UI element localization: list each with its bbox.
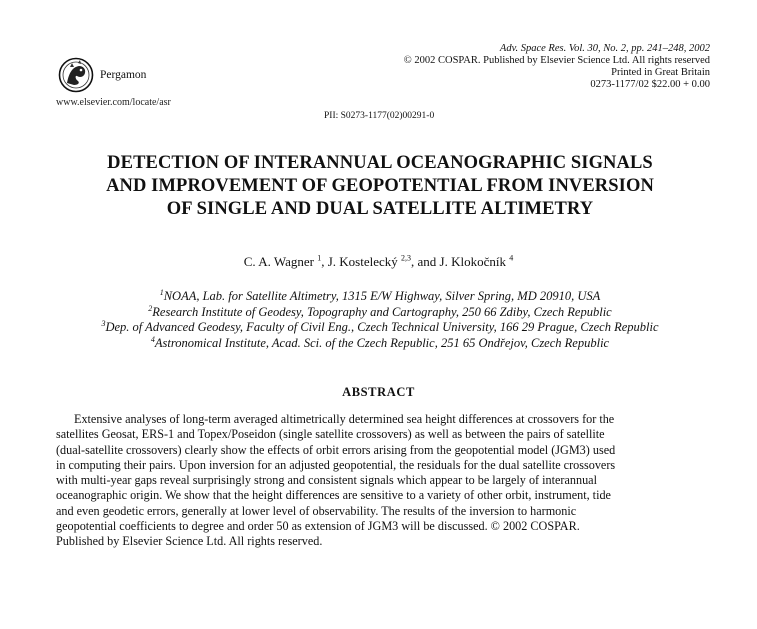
abstract-line: (dual-satellite crossovers) clearly show the effects of orbit errors arising from the geopotential model (JGM3) used [56,442,616,457]
author-affiliation-mark: 4 [509,253,514,263]
affiliation-text: NOAA, Lab. for Satellite Altimetry, 1315 E/W Highway, Silver Spring, MD 20910, USA [163,289,601,303]
affiliation-text: Research Institute of Geodesy, Topography and Cartography, 250 66 Zdiby, Czech Republic [152,304,612,319]
author-name: C. A. Wagner [243,254,314,269]
affiliation-list [40,289,720,351]
printed-line: Printed in Great Britain [611,67,710,78]
abstract-line: Extensive analyses of long-term averaged altimetrically determined sea height differences at crossovers for the [74,412,615,426]
abstract-line: and even geodetic errors, generally at lower level of observability. The results of the inversion to harmonic [56,503,577,518]
price-line: 0273-1177/02 $22.00 + 0.00 [590,79,710,90]
abstract-line: in computing their pairs. Upon inversion for an adjusted geopotential, the residuals for the dual satellite crossovers [56,457,616,472]
abstract-line: oceanographic origin. We show that the height differences are sensitive to a variety of other orbit, instrument, tide [56,488,611,503]
author-separator: , [321,254,328,269]
title-line: OF SINGLE AND DUAL SATELLITE ALTIMETRY [166,199,594,219]
affiliation-item [40,336,720,352]
affiliation-mark: 2 [148,303,153,313]
abstract-line: with multi-year gaps reveal surprisingly strong and consistent signals which appear to be largely of interannual [56,473,597,488]
author-affiliation-mark: 1 [317,253,322,263]
abstract-heading: ABSTRACT [342,385,415,399]
author-name: J. Kostelecký [327,254,398,269]
journal-citation: Adv. Space Res. Vol. 30, No. 2, pp. 241–248, 2002 [499,43,710,54]
affiliation-text: Astronomical Institute, Acad. Sci. of the Czech Republic, 251 65 Ondřejov, Czech Republic [154,335,610,350]
affiliation-text: Dep. of Advanced Geodesy, Faculty of Civil Eng., Czech Technical University, 166 29 Prague, Czech Republic [105,320,659,334]
author-affiliation-mark: 2,3 [401,253,412,263]
abstract-line: geopotential coefficients to degree and order 50 as extension of JGM3 will be discussed. © 2002 COSPAR. [56,519,580,534]
affiliation-mark: 3 [101,318,106,328]
pii-code: PII: S0273-1177(02)00291-0 [324,111,435,121]
title-line: DETECTION OF INTERANNUAL OCEANOGRAPHIC SIGNALS [107,153,653,173]
publisher-name: Pergamon [100,69,147,81]
affiliation-mark: 4 [150,334,155,344]
journal-info [404,43,710,91]
title-line: AND IMPROVEMENT OF GEOPOTENTIAL FROM INVERSION [106,176,654,196]
author-name: J. Klokočník [439,254,506,269]
publisher-url[interactable]: www.elsevier.com/locate/asr [56,97,171,108]
affiliation-item [40,289,720,305]
copyright-line: © 2002 COSPAR. Published by Elsevier Science Ltd. All rights reserved [403,55,710,66]
abstract-body [56,412,708,550]
author-list [0,254,757,270]
paper-title [40,152,720,221]
affiliation-item [40,320,720,336]
abstract-line: satellites Geosat, ERS-1 and Topex/Poseidon (single satellite crossovers) as well as between the pairs of satellite [56,427,605,442]
author-separator: , and [411,254,440,269]
abstract-line: Published by Elsevier Science Ltd. All rights reserved. [56,534,323,549]
affiliation-mark: 1 [159,287,164,297]
affiliation-item [40,305,720,321]
publisher-logo-icon [58,57,94,93]
